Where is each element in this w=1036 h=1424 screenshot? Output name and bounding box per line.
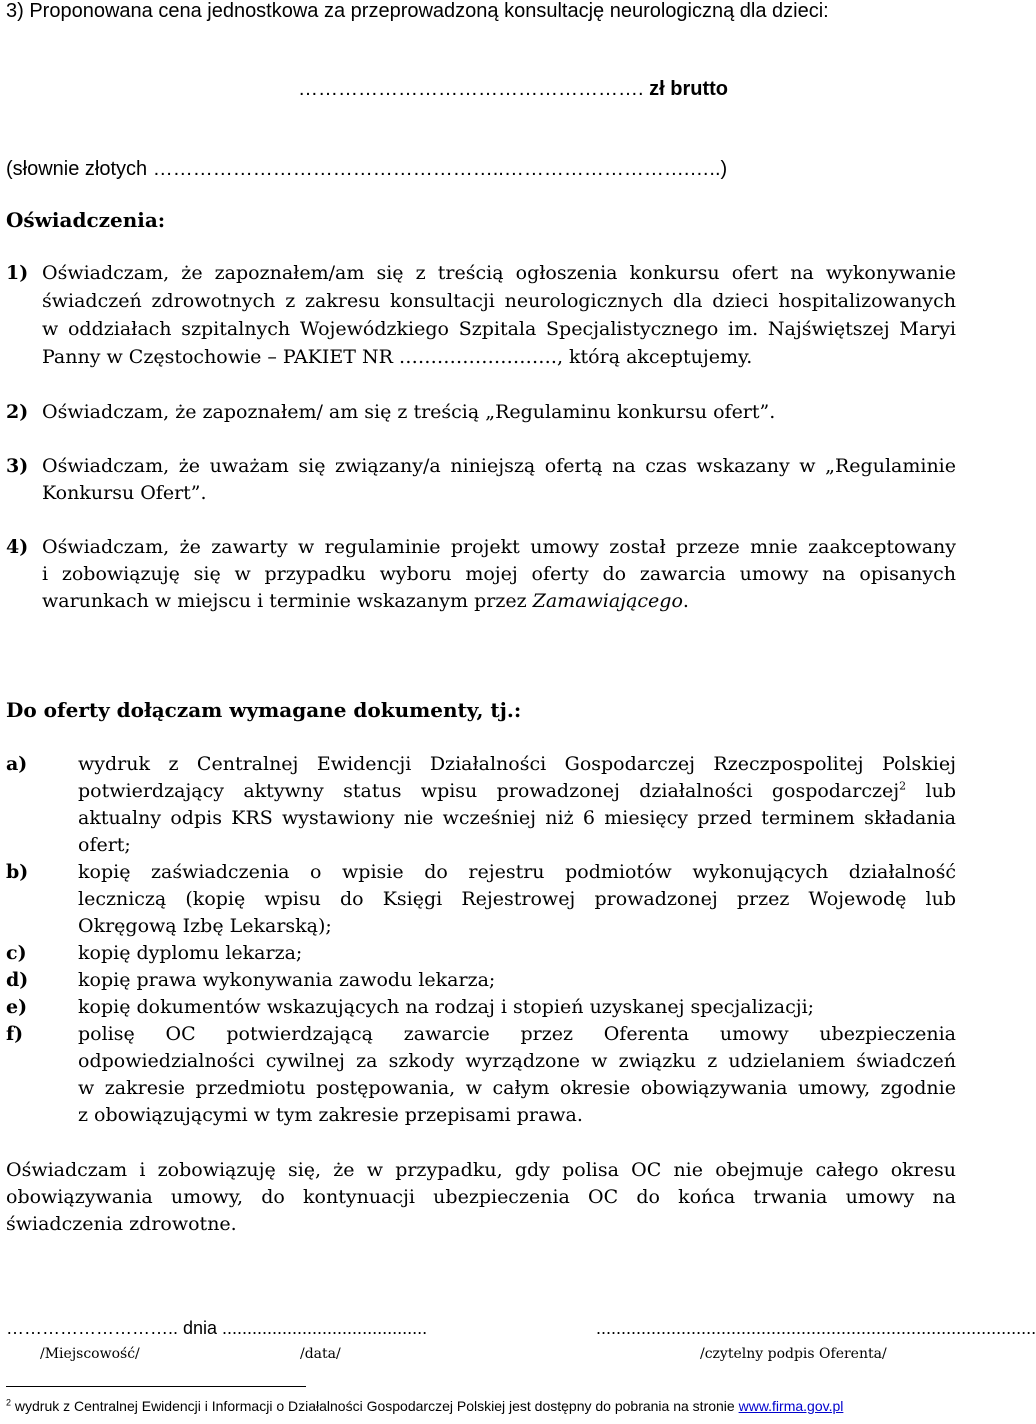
declaration-4-end: .: [682, 590, 689, 612]
footnote-separator: [6, 1386, 306, 1387]
footnote-link[interactable]: www.firma.gov.pl: [738, 1398, 844, 1414]
price-field: [298, 78, 728, 101]
signature-field: ........................................................................................: [596, 1318, 1036, 1338]
attachment-b-line-1: kopię zaświadczenia o wpisie do rejestru podmiotów wykonujących działalność: [78, 861, 956, 883]
place-label: /Miejscowość/: [40, 1346, 140, 1362]
attachment-f-label: f): [6, 1023, 24, 1045]
declaration-4-line-3-text: warunkach w miejscu i terminie wskazanym przez: [42, 590, 533, 612]
attachment-a-line-3: aktualny odpis KRS wystawiony nie wcześniej niż 6 miesięcy przed terminem składania: [78, 807, 956, 829]
attachment-a-line-1: wydruk z Centralnej Ewidencji Działalności Gospodarczej Rzeczpospolitej Polskiej: [78, 753, 956, 775]
attachment-b-line-2: leczniczą (kopię wpisu do Księgi Rejestrowej prowadzonej przez Wojewodę lub: [78, 888, 956, 910]
declaration-4-number: 4): [6, 536, 29, 558]
footnote-text: wydruk z Centralnej Ewidencji i Informacji o Działalności Gospodarczej Polskiej jest dostępny do pobrania na stronie: [11, 1398, 739, 1414]
declaration-4-line-3: [42, 590, 689, 612]
declaration-1-number: 1): [6, 262, 29, 284]
date-label: /data/: [300, 1346, 341, 1362]
attachment-a-line-2-text: potwierdzający aktywny status wpisu prowadzonej działalności gospodarczej: [78, 780, 900, 802]
closing-line-1: Oświadczam i zobowiązuję się, że w przypadku, gdy polisa OC nie obejmuje całego okresu: [6, 1159, 956, 1181]
attachment-f-line-3: w zakresie przedmiotu postępowania, w całym okresie obowiązywania umowy, zgodnie: [78, 1077, 956, 1099]
declaration-3-line-2: Konkursu Ofert”.: [42, 482, 207, 504]
attachment-a-line-4: ofert;: [78, 834, 131, 856]
closing-line-2: obowiązywania umowy, do kontynuacji ubezpieczenia OC do końca trwania umowy na: [6, 1186, 956, 1208]
declaration-4-line-1: Oświadczam, że zawarty w regulaminie projekt umowy został przeze mnie zaakceptowany: [42, 536, 956, 558]
declaration-4-line-2: i zobowiązuję się w przypadku wyboru mojej oferty do zawarcia umowy na opisanych: [42, 563, 956, 585]
attachment-a-line-2-tail: lub: [906, 780, 956, 802]
footnote-number: 2: [6, 1397, 12, 1408]
attachment-e-text: kopię dokumentów wskazujących na rodzaj i stopień uzyskanej specjalizacji;: [78, 996, 815, 1018]
attachment-a-line-2: [78, 780, 956, 802]
signature-label: /czytelny podpis Oferenta/: [700, 1346, 887, 1362]
attachment-d-label: d): [6, 969, 29, 991]
declarations-heading: Oświadczenia:: [6, 208, 166, 232]
place-date-field: ……………………….. dnia .........................................: [6, 1318, 428, 1338]
attachments-heading: Do oferty dołączam wymagane dokumenty, tj.:: [6, 698, 522, 722]
price-question: 3) Proponowana cena jednostkowa za przeprowadzoną konsultację neurologiczną dla dzieci:: [6, 0, 829, 22]
closing-line-3: świadczenia zdrowotne.: [6, 1213, 237, 1235]
attachment-d-text: kopię prawa wykonywania zawodu lekarza;: [78, 969, 496, 991]
declaration-2-text: Oświadczam, że zapoznałem/ am się z treścią „Regulaminu konkursu ofert”.: [42, 401, 776, 423]
attachment-e-label: e): [6, 996, 28, 1018]
attachment-c-text: kopię dyplomu lekarza;: [78, 942, 303, 964]
footnote-ref: 2: [899, 779, 907, 793]
declaration-1-line-2: świadczeń zdrowotnych z zakresu konsultacji neurologicznych dla dzieci hospitalizowanych: [42, 290, 956, 312]
attachment-f-line-1: polisę OC potwierdzającą zawarcie przez Oferenta umowy ubezpieczenia: [78, 1023, 956, 1045]
declaration-1-line-1: Oświadczam, że zapoznałem/am się z treścią ogłoszenia konkursu ofert na wykonywanie: [42, 262, 956, 284]
declaration-2-number: 2): [6, 401, 29, 423]
attachment-f-line-2: odpowiedzialności cywilnej za szkody wyrządzone w związku z udzielaniem świadczeń: [78, 1050, 956, 1072]
footnote: [6, 1398, 843, 1414]
price-unit: zł brutto: [649, 78, 728, 100]
attachment-a-label: a): [6, 753, 28, 775]
declaration-1-line-3: w oddziałach szpitalnych Wojewódzkiego Szpitala Specjalistycznego im. Najświętszej Maryi: [42, 318, 956, 340]
declaration-3-line-1: Oświadczam, że uważam się związany/a niniejszą ofertą na czas wskazany w „Regulaminie: [42, 455, 956, 477]
attachment-b-label: b): [6, 861, 29, 883]
declaration-4-italic: Zamawiającego: [532, 590, 683, 612]
declaration-1-line-4: Panny w Częstochowie – PAKIET NR ……………………., którą akceptujemy.: [42, 346, 753, 368]
attachment-b-line-3: Okręgową Izbę Lekarską);: [78, 915, 332, 937]
attachment-f-line-4: z obowiązującymi w tym zakresie przepisami prawa.: [78, 1104, 583, 1126]
attachment-c-label: c): [6, 942, 27, 964]
price-in-words: (słownie złotych ……………………………………………..……………………….…..): [6, 158, 728, 180]
price-dots: …………………………………………….: [298, 78, 650, 100]
declaration-3-number: 3): [6, 455, 29, 477]
